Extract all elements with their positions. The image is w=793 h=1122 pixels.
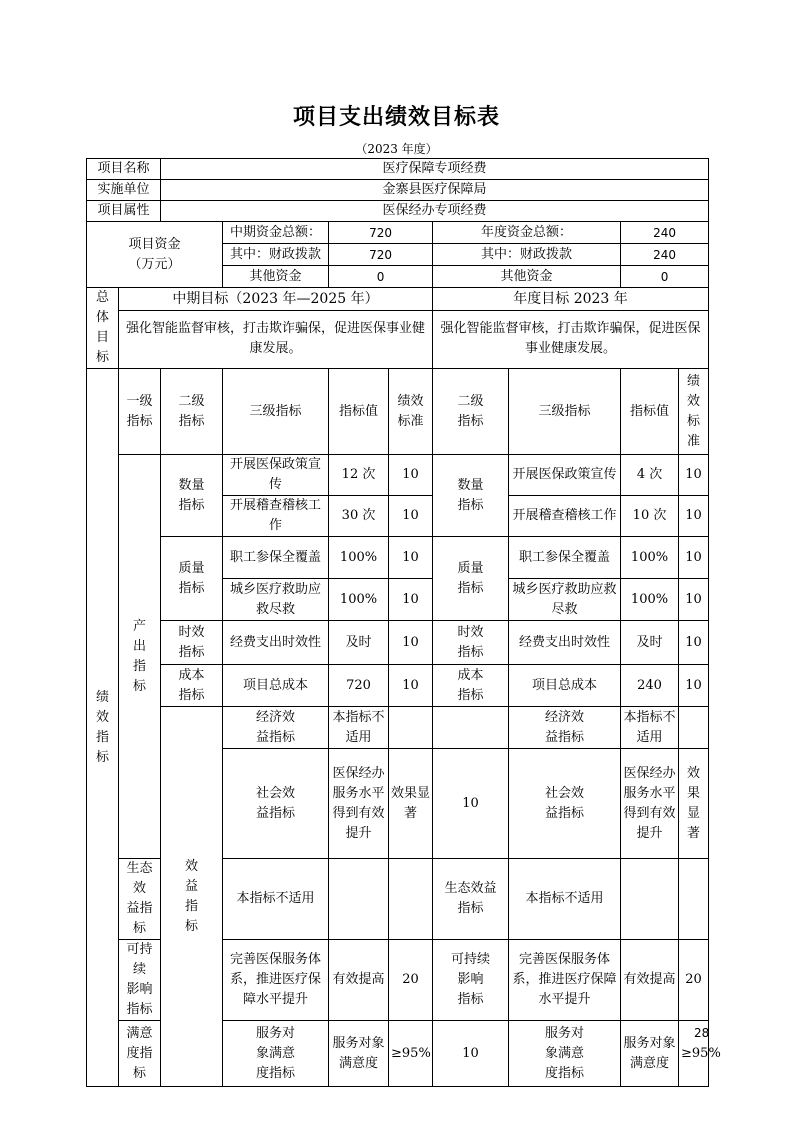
output-char: 出 [133, 638, 147, 654]
cat-text: 经济效 [256, 709, 296, 725]
mid-fiscal-label: 其中：财政拨款 [223, 244, 329, 266]
cat-text: 标 [133, 1065, 147, 1081]
hdr-level2 [161, 369, 223, 455]
perf-label-char: 标 [95, 749, 109, 765]
cost-cat [161, 665, 223, 707]
quality-val-r: 100% [621, 579, 679, 621]
quantity-val: 12 次 [329, 455, 389, 496]
hdr-value: 指标值 [329, 369, 389, 455]
cat-text: 度指标 [256, 1065, 296, 1081]
timeliness-cat-r [433, 621, 509, 665]
perf-label-char: 指 [95, 729, 109, 745]
hdr-text: 二级 [457, 393, 484, 409]
service-val-r: ≥95% [679, 1021, 709, 1087]
quality-l3-r: 职工参保全覆盖 [509, 537, 621, 579]
cat-text: 益指标 [545, 805, 585, 821]
quantity-std-r: 10 [679, 455, 709, 496]
cost-l3: 项目总成本 [223, 665, 329, 707]
cat-text: 数量 [178, 477, 205, 493]
hdr-level3-r: 三级指标 [509, 369, 621, 455]
quantity-cat-r [433, 455, 509, 537]
cat-text: 指标 [178, 644, 205, 660]
output-char: 指 [133, 658, 147, 674]
year-goal-header: 年度目标 2023 年 [433, 288, 709, 311]
benefit-label [161, 707, 223, 1087]
hdr-text: 指标 [178, 413, 205, 429]
quality-l3: 职工参保全覆盖 [223, 537, 329, 579]
cat-text: 指标 [457, 992, 484, 1007]
project-name-row [87, 159, 709, 180]
mid-total-label: 中期资金总额： [223, 222, 329, 244]
cat-text: 指标 [457, 580, 484, 596]
benefit-char: 益 [185, 878, 199, 894]
timeliness-std: 10 [389, 621, 433, 665]
cat-text: 指标 [457, 644, 484, 660]
cat-text: 服务对 [256, 1025, 296, 1041]
attr-row [87, 201, 709, 222]
cat-text: 满意 [126, 1025, 153, 1041]
quality-l3: 城乡医疗救助应救尽救 [223, 579, 329, 621]
mid-fiscal-value: 720 [329, 244, 433, 266]
sustainable-cat-r [433, 940, 509, 1021]
cat-text: 指标 [457, 901, 484, 916]
quantity-std: 10 [389, 496, 433, 537]
cost-val: 720 [329, 665, 389, 707]
ecological-val [329, 859, 389, 940]
cost-l3-r: 项目总成本 [509, 665, 621, 707]
cat-text: 生态效益 [444, 881, 497, 896]
cat-text: 影响 [126, 982, 153, 997]
ecological-cat-r [433, 859, 509, 940]
ecological-std [389, 859, 433, 940]
quality-std-r: 10 [679, 537, 709, 579]
hdr-standard [389, 369, 433, 455]
cat-text: 时效 [178, 624, 205, 640]
goals-label-char: 体 [95, 310, 109, 325]
cat-text: 益指标 [545, 729, 585, 745]
sustainable-l3: 完善医保服务体系，推进医疗保障水平提升 [223, 940, 329, 1021]
cat-text: 数量 [457, 477, 484, 493]
perf-label-char: 效 [95, 709, 109, 725]
output-char: 标 [133, 678, 147, 694]
hdr-standard-r [679, 369, 709, 455]
service-val: ≥95% [389, 1021, 433, 1087]
ecological-std-r [679, 859, 709, 940]
cat-text: 象满意 [545, 1045, 585, 1061]
sustainable-val: 有效提高 [329, 940, 389, 1021]
project-name-value: 医疗保障专项经费 [161, 159, 709, 180]
economic-val-r [679, 707, 709, 749]
quantity-l3-r: 开展医保政策宣传 [509, 455, 621, 496]
year-total-value: 240 [621, 222, 709, 244]
funds-label-1: 项目资金 [128, 236, 181, 252]
quality-std: 10 [389, 579, 433, 621]
cat-text: 社会效 [256, 785, 296, 801]
quantity-val-r: 10 次 [621, 496, 679, 537]
perf-label-char: 绩 [95, 689, 109, 705]
unit-row [87, 180, 709, 201]
ecological-cat [119, 859, 161, 940]
social-std: 10 [433, 749, 509, 859]
year-other-value: 0 [621, 266, 709, 288]
hdr-text: 效 [687, 393, 701, 409]
quality-std-r: 10 [679, 579, 709, 621]
social-val-r: 效果显著 [679, 749, 709, 859]
attr-value: 医保经办专项经费 [161, 201, 709, 222]
cat-text: 成本 [457, 667, 484, 683]
hdr-text: 一级 [126, 393, 153, 409]
cat-text: 指标 [126, 1002, 153, 1017]
sustainable-std: 20 [389, 940, 433, 1021]
hdr-level1 [119, 369, 161, 455]
year-fiscal-value: 240 [621, 244, 709, 266]
perf-header-row [87, 369, 709, 455]
economic-std [433, 707, 509, 749]
table-row [87, 537, 709, 579]
cat-text: 象满意 [256, 1045, 296, 1061]
sustainable-val-r: 有效提高 [621, 940, 679, 1021]
funds-label-2: （万元） [128, 256, 181, 272]
year-fiscal-label: 其中：财政拨款 [433, 244, 621, 266]
service-std: 10 [433, 1021, 509, 1087]
mid-goal-header: 中期目标（2023 年—2025 年） [119, 288, 433, 311]
quality-val-r: 100% [621, 537, 679, 579]
mid-other-label: 其他资金 [223, 266, 329, 288]
cat-text: 度指标 [545, 1065, 585, 1081]
cat-text: 益指标 [256, 805, 296, 821]
economic-l3-r: 本指标不适用 [621, 707, 679, 749]
hdr-value-r: 指标值 [621, 369, 679, 455]
table-row [87, 707, 709, 749]
quantity-val-r: 4 次 [621, 455, 679, 496]
satisfaction-label [119, 1021, 161, 1087]
quality-cat [161, 537, 223, 621]
funds-row-total [87, 222, 709, 244]
social-l3-r: 医保经办服务水平得到有效提升 [621, 749, 679, 859]
quantity-cat [161, 455, 223, 537]
hdr-text: 二级 [178, 393, 205, 409]
cat-text: 指标 [457, 497, 484, 513]
hdr-text: 标准 [397, 413, 424, 429]
ecological-val-r [621, 859, 679, 940]
quality-std: 10 [389, 537, 433, 579]
hdr-text: 准 [687, 433, 701, 449]
hdr-text: 指标 [126, 413, 153, 429]
funds-label [87, 222, 223, 288]
cost-std-r: 10 [679, 665, 709, 707]
quantity-val: 30 次 [329, 496, 389, 537]
cat-text: 时效 [457, 624, 484, 640]
social-l3: 医保经办服务水平得到有效提升 [329, 749, 389, 859]
quantity-l3: 开展医保政策宣传 [223, 455, 329, 496]
ecological-l3-r: 本指标不适用 [509, 859, 621, 940]
cat-text: 质量 [457, 560, 484, 576]
sustainable-std-r: 20 [679, 940, 709, 1021]
quality-cat-r [433, 537, 509, 621]
economic-cat [223, 707, 329, 749]
timeliness-l3-r: 经费支出时效性 [509, 621, 621, 665]
economic-val [389, 707, 433, 749]
year-note: （2023 年度） [355, 142, 438, 156]
cost-cat-r [433, 665, 509, 707]
performance-table [86, 158, 721, 1087]
cat-text: 指标 [457, 687, 484, 703]
cat-text: 益指标 [256, 729, 296, 745]
social-cat-r [509, 749, 621, 859]
cost-val-r: 240 [621, 665, 679, 707]
cat-text: 可持续 [126, 942, 153, 977]
cat-text: 影响 [457, 972, 484, 987]
goals-header-row [87, 288, 709, 311]
cat-text: 指标 [178, 580, 205, 596]
service-l3: 服务对象满意度 [329, 1021, 389, 1087]
goals-text-row [87, 310, 709, 368]
quality-val: 100% [329, 579, 389, 621]
attr-label: 项目属性 [87, 201, 161, 222]
cat-text: 经济效 [545, 709, 585, 725]
hdr-text: 绩效 [397, 393, 424, 409]
quality-l3-r: 城乡医疗救助应救尽救 [509, 579, 621, 621]
cat-text: 指标 [178, 687, 205, 703]
unit-label: 实施单位 [87, 180, 161, 201]
hdr-level3: 三级指标 [223, 369, 329, 455]
social-cat [223, 749, 329, 859]
service-cat [223, 1021, 329, 1087]
table-row [87, 665, 709, 707]
goals-label-char: 标 [95, 350, 109, 365]
year-other-label: 其他资金 [433, 266, 621, 288]
cat-text: 指标 [178, 497, 205, 513]
goals-label-char: 目 [95, 330, 109, 345]
cat-text: 服务对 [545, 1025, 585, 1041]
timeliness-cat [161, 621, 223, 665]
sustainable-cat [119, 940, 161, 1021]
sustainable-l3-r: 完善医保服务体系，推进医疗保障水平提升 [509, 940, 621, 1021]
benefit-char: 标 [185, 918, 199, 934]
service-l3-r: 服务对象满意度 [621, 1021, 679, 1087]
output-char: 产 [133, 618, 147, 634]
quantity-std: 10 [389, 455, 433, 496]
mid-goal-text: 强化智能监督审核，打击欺诈骗保，促进医保事业健康发展。 [119, 310, 433, 368]
cost-std: 10 [389, 665, 433, 707]
cat-text: 益指标 [126, 901, 153, 936]
timeliness-std-r: 10 [679, 621, 709, 665]
cat-text: 生态效 [126, 861, 153, 896]
page-title: 项目支出绩效目标表 [292, 104, 500, 130]
quantity-l3-r: 开展稽查稽核工作 [509, 496, 621, 537]
cat-text: 可持续 [451, 952, 491, 967]
hdr-text: 绩 [687, 373, 701, 389]
timeliness-l3: 经费支出时效性 [223, 621, 329, 665]
timeliness-val-r: 及时 [621, 621, 679, 665]
cat-text: 质量 [178, 560, 205, 576]
quantity-std-r: 10 [679, 496, 709, 537]
cat-text: 度指 [126, 1045, 153, 1061]
quality-val: 100% [329, 537, 389, 579]
cat-text: 成本 [178, 667, 205, 683]
quantity-l3: 开展稽查稽核工作 [223, 496, 329, 537]
year-total-label: 年度资金总额： [433, 222, 621, 244]
hdr-level2-r [433, 369, 509, 455]
economic-l3: 本指标不适用 [329, 707, 389, 749]
hdr-text: 标 [687, 413, 701, 429]
benefit-char: 指 [185, 898, 199, 914]
ecological-l3: 本指标不适用 [223, 859, 329, 940]
hdr-text: 指标 [457, 413, 484, 429]
table-row [87, 621, 709, 665]
timeliness-val: 及时 [329, 621, 389, 665]
unit-value: 金寨县医疗保障局 [161, 180, 709, 201]
perf-label [87, 369, 119, 1087]
project-name-label: 项目名称 [87, 159, 161, 180]
year-goal-text: 强化智能监督审核，打击欺诈骗保，促进医保事业健康发展。 [433, 310, 709, 368]
service-cat-r [509, 1021, 621, 1087]
table-row [87, 455, 709, 496]
cat-text: 社会效 [545, 785, 585, 801]
mid-other-value: 0 [329, 266, 433, 288]
mid-total-value: 720 [329, 222, 433, 244]
social-val: 效果显著 [389, 749, 433, 859]
output-label [119, 455, 161, 859]
economic-cat-r [509, 707, 621, 749]
goals-label [87, 288, 119, 369]
benefit-char: 效 [185, 858, 199, 874]
goals-label-char: 总 [95, 290, 109, 305]
page-number: 28 [694, 1026, 710, 1040]
